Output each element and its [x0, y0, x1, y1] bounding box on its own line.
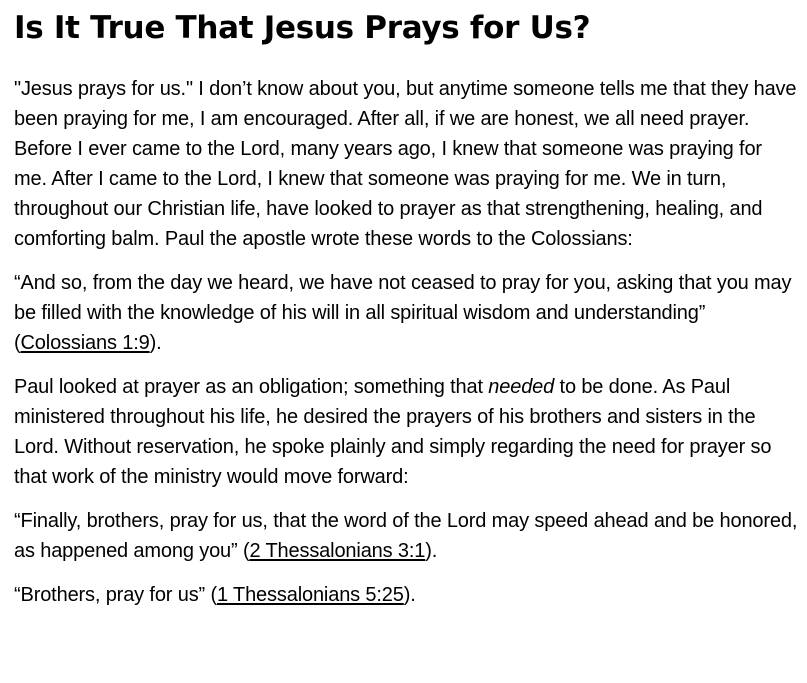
1-thessalonians-5-25-link[interactable]: 1 Thessalonians 5:25 [216, 584, 404, 606]
quote-2-thessalonians [14, 506, 800, 566]
paul-prayer-paragraph [14, 372, 800, 492]
article-title: Is It True That Jesus Prays for Us? [14, 10, 591, 46]
article [14, 0, 800, 610]
quote-colossians [14, 268, 800, 358]
quote-colossians-text: “And so, from the day we heard, we have not ceased to pray for you, asking that you may be filled with the knowledge of his will in all spiritual wisdom and understanding” ( [14, 272, 792, 354]
quote-1-thessalonians [14, 580, 800, 610]
intro-paragraph: "Jesus prays for us." I don’t know about you, but anytime someone tells me that they have been praying for me, I am encouraged. After all, if we are honest, we all need prayer. Before I ever came to the Lord, many years ago, I knew that someone was praying for me. After I came to the Lord, I knew that someone was praying for me. We in turn, throughout our Christian life, have looked to prayer as that strengthening, healing, and comforting balm. Paul the apostle wrote these words to the Colossians: [14, 78, 797, 250]
quote-2-thessalonians-close: ). [425, 540, 438, 562]
paul-prayer-text-end: to be done. As Paul ministered throughout his life, he desired the prayers of his brothers and sisters in the Lord. Without reservation, he spoke plainly and simply regarding the need for prayer so that work of the ministry would move forward: [14, 376, 772, 488]
quote-2-thessalonians-text: “Finally, brothers, pray for us, that the word of the Lord may speed ahead and be honored, as happened among you” ( [14, 510, 798, 562]
2-thessalonians-3-1-link[interactable]: 2 Thessalonians 3:1 [249, 540, 426, 562]
quote-colossians-close: ). [149, 332, 162, 354]
paul-prayer-text-start: Paul looked at prayer as an obligation; something that [14, 376, 489, 398]
quote-1-thessalonians-text: “Brothers, pray for us” ( [14, 584, 217, 606]
colossians-1-9-link[interactable]: Colossians 1:9 [20, 332, 150, 354]
needed-emphasis: needed [488, 376, 555, 398]
quote-1-thessalonians-close: ). [403, 584, 416, 606]
